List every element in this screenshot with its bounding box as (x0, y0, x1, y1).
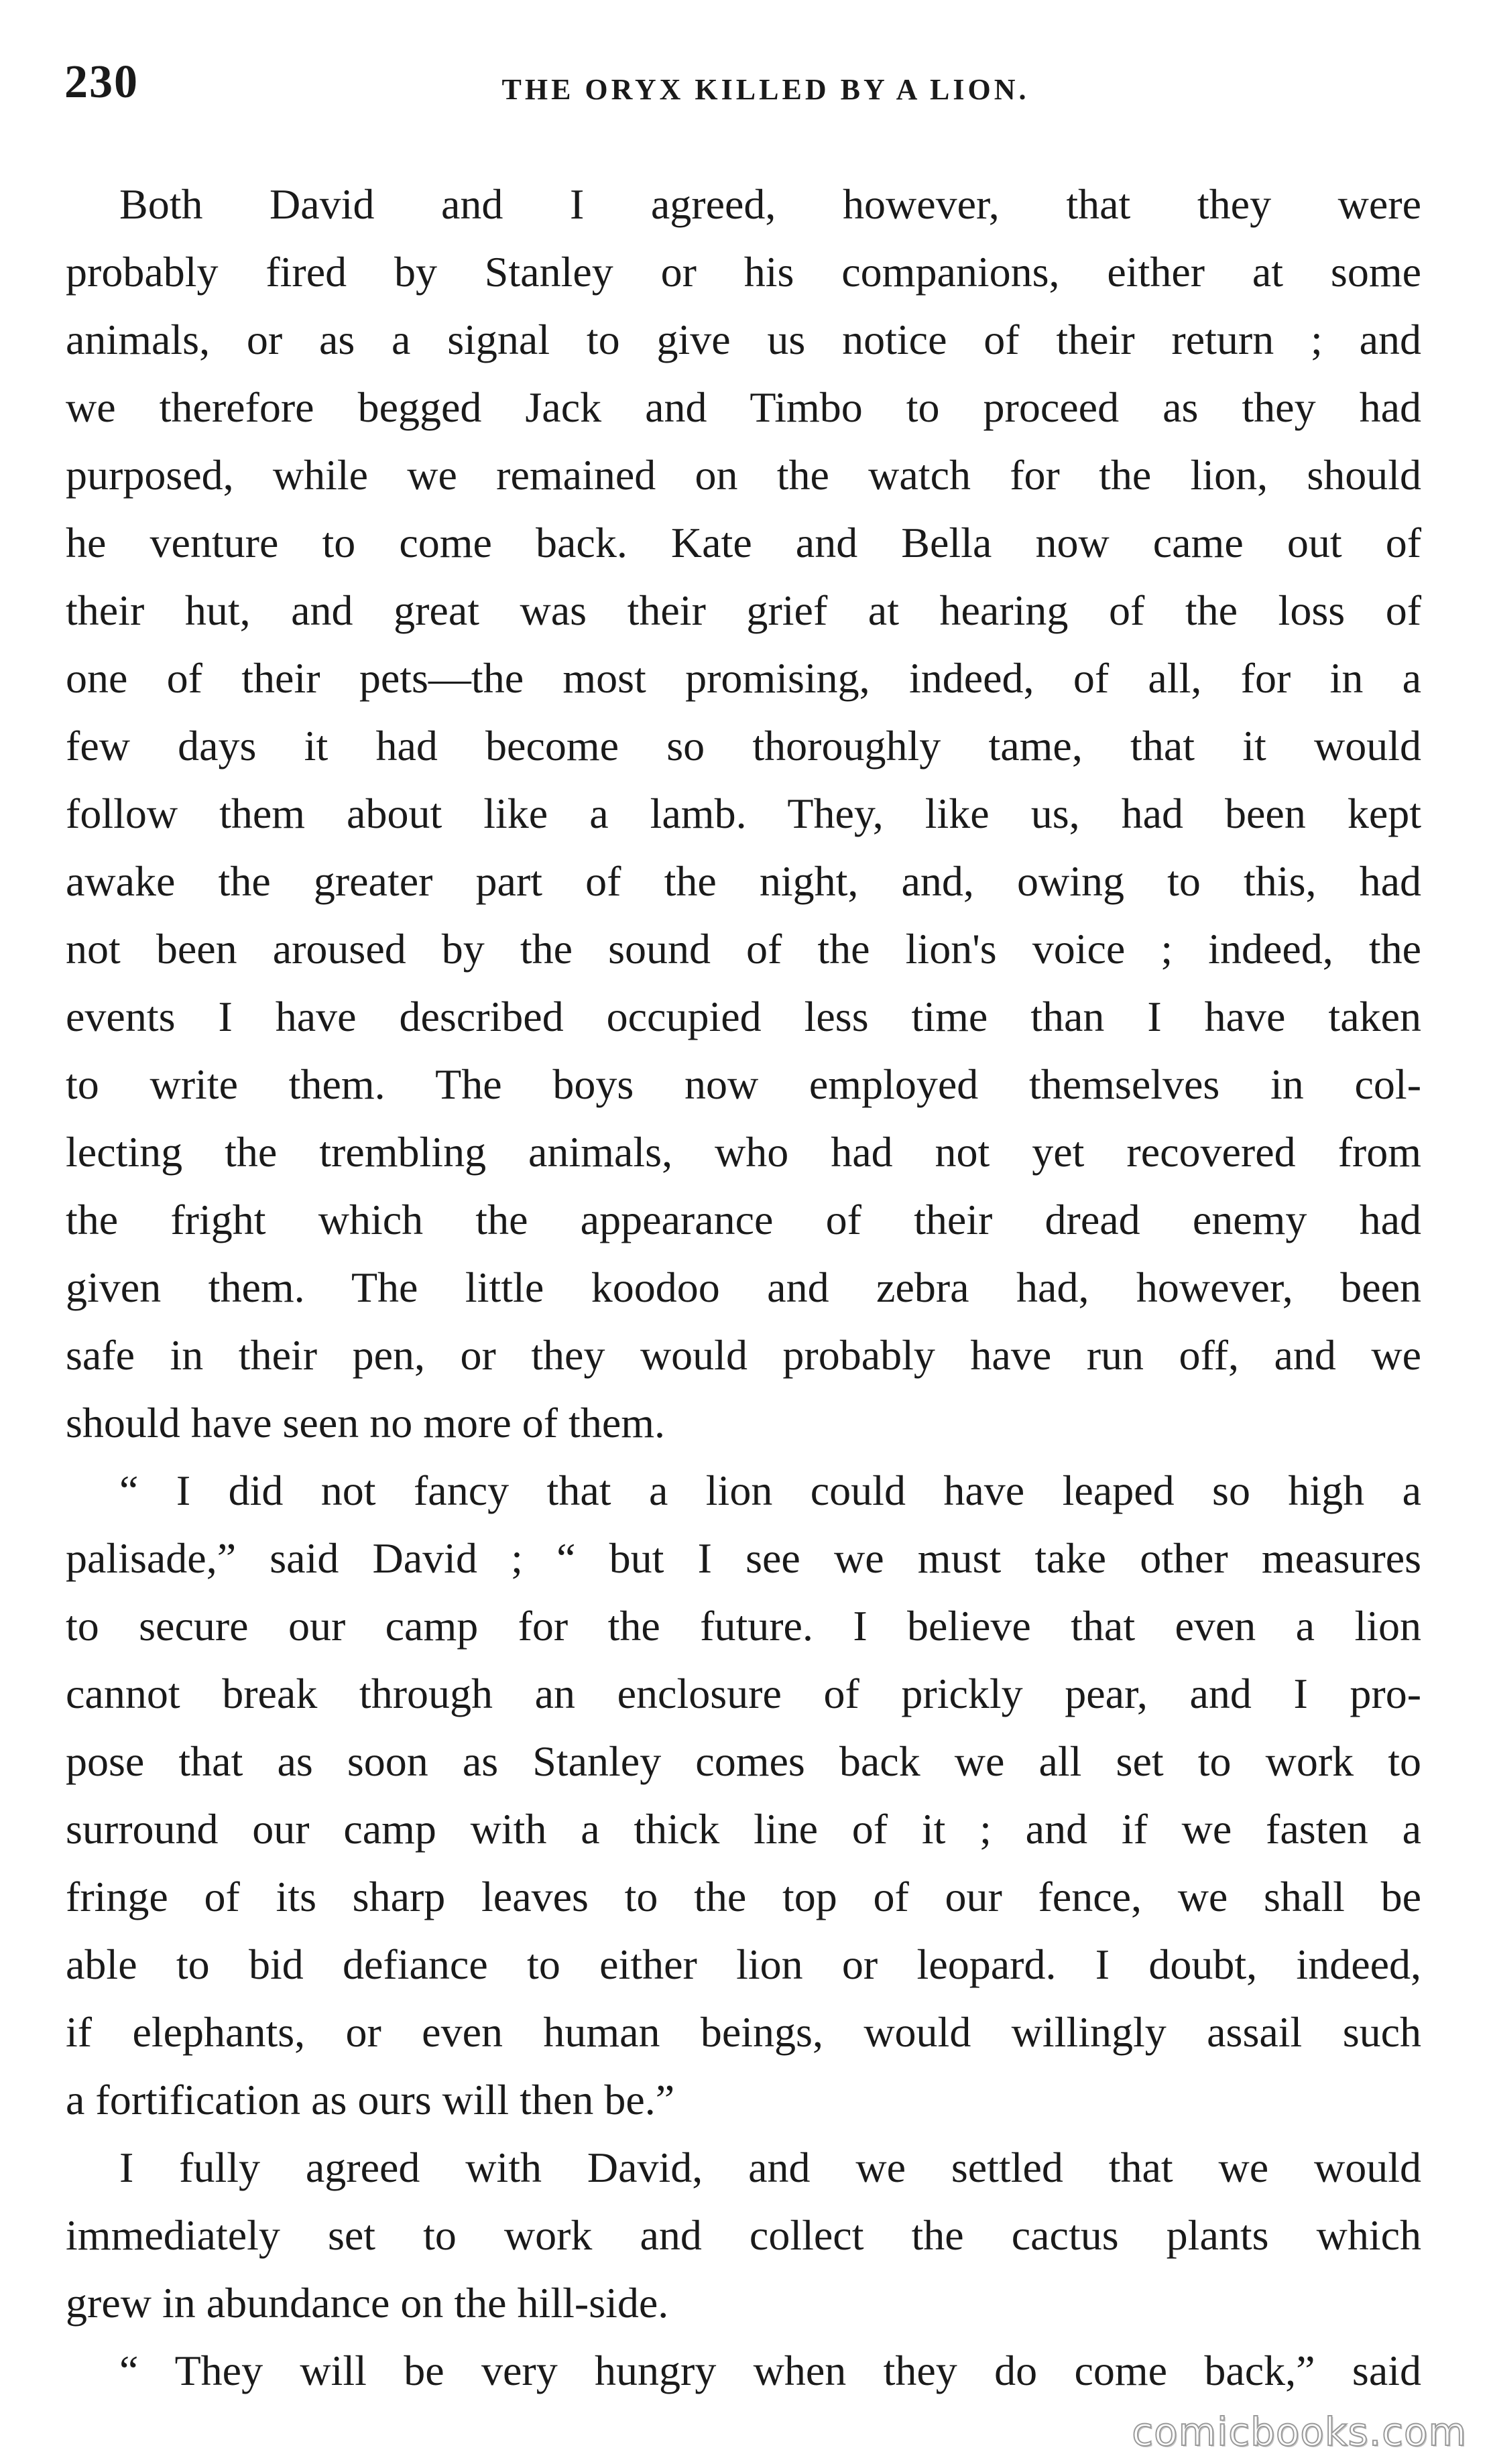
text-line: I fully agreed with David, and we settled that we would (119, 2144, 1421, 2191)
text-line: safe in their pen, or they would probably have run off, and we (66, 1331, 1421, 1379)
body-text (66, 170, 1421, 2404)
text-line: we therefore begged Jack and Timbo to proceed as they had (66, 383, 1421, 431)
text-line: to secure our camp for the future. I believe that even a lion (66, 1602, 1421, 1650)
text-line: animals, or as a signal to give us notice of their return ; and (66, 316, 1421, 363)
text-line: events I have described occupied less time than I have taken (66, 993, 1421, 1040)
text-line: follow them about like a lamb. They, like us, had been kept (66, 790, 1421, 837)
text-line: awake the greater part of the night, and, owing to this, had (66, 857, 1421, 905)
text-line: he venture to come back. Kate and Bella now came out of (66, 519, 1421, 566)
running-head: THE ORYX KILLED BY A LION. (501, 73, 1030, 106)
text-line: grew in abundance on the hill-side. (66, 2279, 669, 2327)
text-line: to write them. The boys now employed themselves in col- (66, 1060, 1421, 1108)
text-line: probably fired by Stanley or his companions, either at some (66, 248, 1421, 296)
text-line: immediately set to work and collect the cactus plants which (66, 2211, 1421, 2259)
text-line: few days it had become so thoroughly tame, that it would (66, 722, 1421, 769)
text-line: one of their pets—the most promising, indeed, of all, for in a (66, 654, 1421, 702)
text-line: the fright which the appearance of their dread enemy had (66, 1196, 1421, 1243)
text-line: surround our camp with a thick line of it ; and if we fasten a (66, 1805, 1421, 1853)
text-line: should have seen no more of them. (66, 1399, 665, 1446)
text-line: “ I did not fancy that a lion could have leaped so high a (119, 1467, 1421, 1514)
text-line: their hut, and great was their grief at hearing of the loss of (66, 587, 1421, 634)
text-line: not been aroused by the sound of the lion's voice ; indeed, the (66, 925, 1421, 973)
text-line: if elephants, or even human beings, would willingly assail such (66, 2008, 1421, 2056)
text-line: cannot break through an enclosure of prickly pear, and I pro- (66, 1670, 1421, 1717)
text-line: given them. The little koodoo and zebra had, however, been (66, 1264, 1421, 1311)
text-line: a fortification as ours will then be.” (66, 2076, 675, 2123)
page-number: 230 (64, 56, 139, 108)
text-line: palisade,” said David ; “ but I see we must take other measures (66, 1534, 1421, 1582)
text-line: “ They will be very hungry when they do come back,” said (119, 2347, 1421, 2394)
text-line: lecting the trembling animals, who had not yet recovered from (66, 1128, 1421, 1176)
text-line: pose that as soon as Stanley comes back we all set to work to (66, 1737, 1421, 1785)
text-line: able to bid defiance to either lion or leopard. I doubt, indeed, (66, 1941, 1421, 1988)
text-line: Both David and I agreed, however, that they were (119, 180, 1421, 228)
text-line: purposed, while we remained on the watch for the lion, should (66, 451, 1421, 499)
watermark: comicbooks.com (1132, 2409, 1467, 2455)
text-line: fringe of its sharp leaves to the top of our fence, we shall be (66, 1873, 1421, 1920)
